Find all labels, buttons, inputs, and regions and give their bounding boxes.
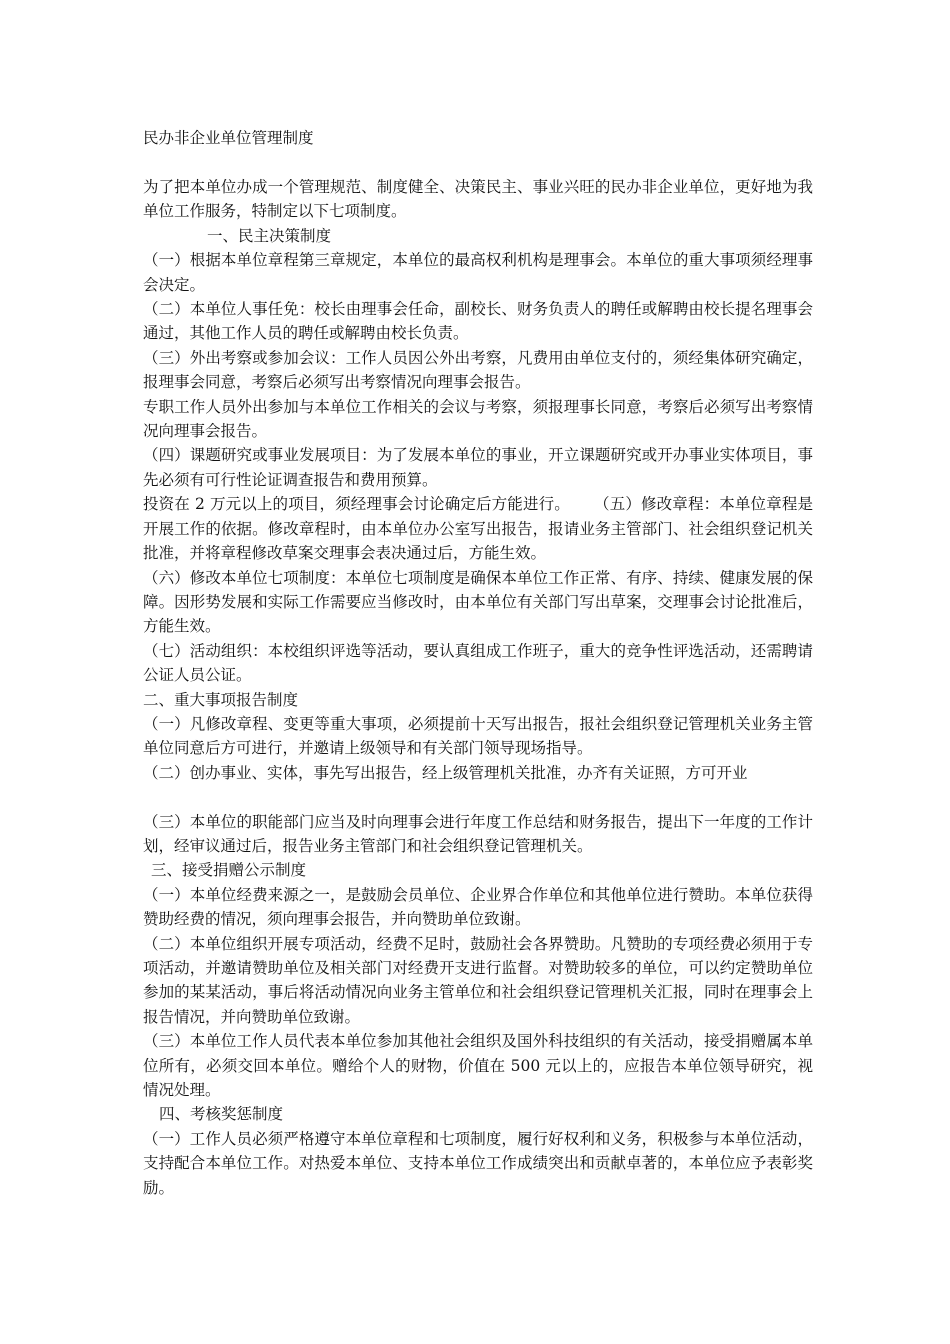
blank-line — [143, 785, 813, 809]
document-body — [143, 175, 813, 1200]
section1-item-4-continued: 投资在 2 万元以上的项目，须经理事会讨论确定后方能进行。 — [143, 495, 570, 514]
section1-item-4: （四）课题研究或事业发展项目：为了发展本单位的事业，开立课题研究或开办事业实体项目，事先必须有可行性论证调查报告和费用预算。 — [143, 446, 813, 489]
section1-item-3-continued: 专职工作人员外出参加与本单位工作相关的会议与考察，须报理事长同意，考察后必须写出考察情况向理事会报告。 — [143, 397, 813, 441]
section1-item-4-5 — [143, 492, 813, 565]
section1-item-7: （七）活动组织：本校组织评选等活动，要认真组成工作班子，重大的竞争性评选活动，还需聘请公证人员公证。 — [143, 641, 813, 685]
section3-item-1: （一）本单位经费来源之一，是鼓励会员单位、企业界合作单位和其他单位进行赞助。本单位获得赞助经费的情况，须向理事会报告，并向赞助单位致谢。 — [143, 885, 813, 929]
section1-item-5: （五）修改章程：本单位章程是开展工作的依据。修改章程时，由本单位办公室写出报告，报请业务主管部门、社会组织登记机关批准，并将章程修改草案交理事会表决通过后，方能生效。 — [143, 495, 813, 563]
section-heading-1: 一、民主决策制度 — [207, 226, 332, 245]
section2-item-3: （三）本单位的职能部门应当及时向理事会进行年度工作总结和财务报告，提出下一年度的工作计划，经审议通过后，报告业务主管部门和社会组织登记管理机关。 — [143, 812, 813, 855]
section-heading-2: 二、重大事项报告制度 — [143, 690, 299, 709]
section-heading-4: 四、考核奖惩制度 — [159, 1105, 284, 1124]
section2-item-2: （二）创办事业、实体，事先写出报告，经上级管理机关批准，办齐有关证照，方可开业 — [143, 763, 748, 782]
section1-item-2: （二）本单位人事任免：校长由理事会任命，副校长、财务负责人的聘任或解聘由校长提名理事会通过，其他工作人员的聘任或解聘由校长负责。 — [143, 300, 813, 343]
document-title: 民办非企业单位管理制度 — [143, 129, 314, 147]
section1-item-3: （三）外出考察或参加会议：工作人员因公外出考察，凡费用由单位支付的，须经集体研究确定，报理事会同意，考察后必须写出考察情况向理事会报告。 — [143, 348, 813, 392]
section2-item-1: （一）凡修改章程、变更等重大事项，必须提前十天写出报告，报社会组织登记管理机关业务主管单位同意后方可进行，并邀请上级领导和有关部门领导现场指导。 — [143, 714, 813, 758]
section-heading-3: 三、接受捐赠公示制度 — [151, 861, 307, 880]
intro-paragraph: 为了把本单位办成一个管理规范、制度健全、决策民主、事业兴旺的民办非企业单位，更好地为我单位工作服务，特制定以下七项制度。 — [143, 178, 813, 221]
section3-item-3: （三）本单位工作人员代表本单位参加其他社会组织及国外科技组织的有关活动，接受捐赠属本单位所有，必须交回本单位。赠给个人的财物，价值在 500 元以上的，应报告本单位领导研究，视情况处理。 — [143, 1032, 813, 1100]
section4-item-1: （一）工作人员必须严格遵守本单位章程和七项制度，履行好权利和义务，积极参与本单位活动，支持配合本单位工作。对热爱本单位、支持本单位工作成绩突出和贡献卓著的，本单位应予表彰奖励。 — [143, 1129, 813, 1197]
section1-item-6: （六）修改本单位七项制度：本单位七项制度是确保本单位工作正常、有序、持续、健康发展的保障。因形势发展和实际工作需要应当修改时，由本单位有关部门写出草案，交理事会讨论批准后，方能生效。 — [143, 568, 813, 636]
section3-item-2: （二）本单位组织开展专项活动，经费不足时，鼓励社会各界赞助。凡赞助的专项经费必须用于专项活动，并邀请赞助单位及相关部门对经费开支进行监督。对赞助较多的单位，可以约定赞助单位参加的某某活动，事后将活动情况向业务主管单位和社会组织登记管理机关汇报，同时在理事会上报告情况，并向赞助单位致谢。 — [143, 934, 813, 1026]
section1-item-1: （一）根据本单位章程第三章规定，本单位的最高权利机构是理事会。本单位的重大事项须经理事会决定。 — [143, 251, 813, 294]
